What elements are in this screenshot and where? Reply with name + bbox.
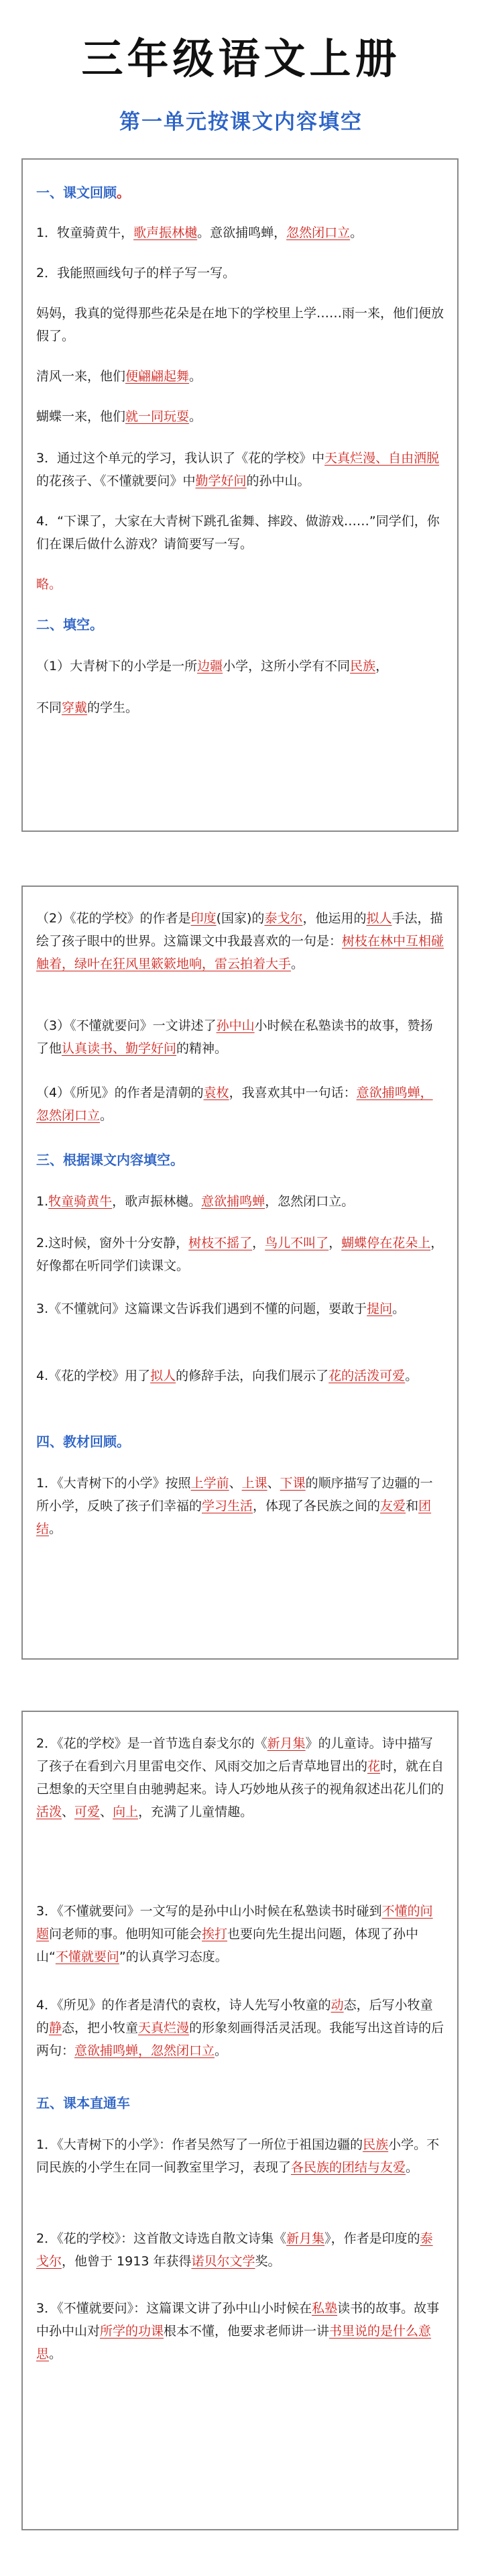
answer: 歌声振林樾 <box>133 225 198 240</box>
answer: 下课 <box>280 1476 306 1491</box>
textbook-review-1: 1．《大青树下的小学》按照上学前、上课、下课的顺序描写了边疆的一所小学，反映了孩子们幸福的学习生活，体现了各民族之间的友爱和团结。 <box>36 1476 433 1536</box>
fill-question-2: （2）《花的学校》的作者是印度(国家)的泰戈尔，他运用的拟人手法，描绘了孩子眼中的世界。这篇课文中我最喜欢的一句是：树枝在林中互相碰触着，绿叶在狂风里簌簌地响，雷云拍着大手。 <box>36 911 444 971</box>
page-title: 三年级语文上册 <box>81 34 401 83</box>
answer: 学习生活 <box>202 1499 253 1513</box>
answer: 花 <box>367 1759 381 1774</box>
question-1: 1．牧童骑黄牛，歌声振林樾。意欲捕鸣蝉，忽然闭口立。 <box>36 225 363 240</box>
answer: 不懂的问题 <box>36 1904 433 1941</box>
answer: 拟人 <box>150 1368 176 1383</box>
answer: 动 <box>330 1998 344 2012</box>
section-heading-review: 一、课文回顾。 <box>36 184 130 201</box>
question-2: 2．我能照画线句子的样子写一写。 <box>36 266 236 280</box>
text-fill-3: 3.《不懂就问》这篇课文告诉我们遇到不懂的问题，要敢于提问。 <box>36 1301 406 1316</box>
textbook-express-3: 3．《不懂就要问》：这篇课文讲了孙中山小时候在私塾读书的故事。故事中孙中山对所学的功课根本不懂，他要求老师讲一讲书里说的是什么意思。 <box>36 2301 440 2361</box>
worksheet-panel-2 <box>21 885 459 1660</box>
section-heading-fill: 二、填空。 <box>36 616 103 633</box>
worksheet-panel-3 <box>21 1711 459 2530</box>
answer: 书里说的是什么意思 <box>36 2324 432 2361</box>
answer: 民族 <box>363 2137 389 2152</box>
question-3: 3．通过这个单元的学习，我认识了《花的学校》中天真烂漫、自由洒脱的花孩子、《不懂就要问》中勤学好问的孙中山。 <box>36 451 440 488</box>
textbook-review-4: 4．《所见》的作者是清代的袁枚，诗人先写小牧童的动态，后写小牧童的静态，把小牧童天真烂漫的形象刻画得活灵活现。我能写出这首诗的后两句：意欲捕鸣蝉，忽然闭口立。 <box>36 1998 444 2058</box>
answer: 鸟儿不叫了 <box>265 1236 329 1250</box>
answer: 泰戈尔 <box>36 2231 433 2269</box>
answer: 树枝在林中互相碰触着，绿叶在狂风里簌簌地响，雷云拍着大手 <box>36 934 444 971</box>
section-heading-text-fill: 三、根据课文内容填空。 <box>36 1152 184 1168</box>
answer: 静 <box>49 2021 62 2035</box>
textbook-review-3: 3．《不懂就要问》一文写的是孙中山小时候在私塾读书时碰到不懂的问题问老师的事。他明知可能会挨打也要向先生提出问题，体现了孙中山“不懂就要问”的认真学习态度。 <box>36 1904 433 1964</box>
answer: 诺贝尔文学 <box>191 2254 255 2269</box>
answer: 挨打 <box>202 1927 228 1941</box>
answer: 可爱 <box>74 1805 101 1819</box>
answer: 天真烂漫 <box>138 2021 190 2035</box>
answer: 活泼 <box>36 1805 62 1819</box>
answer: 所学的功课 <box>100 2324 164 2339</box>
answer: 提问 <box>367 1301 393 1316</box>
answer: 树枝不摇了 <box>188 1236 253 1250</box>
answer: 花的活泼可爱 <box>328 1368 406 1383</box>
answer: 孙中山 <box>216 1018 255 1033</box>
answer: 新月集 <box>286 2231 325 2246</box>
answer: 勤学好问 <box>195 474 247 488</box>
textbook-review-2: 2．《花的学校》是一首节选自泰戈尔的《新月集》的儿童诗。诗中描写了孩子在看到六月里雷电交作、风雨交加之后青草地冒出的花时，就在自己想象的天空里自由驰骋起来。诗人巧妙地从孩子的视角叙述出花儿们的活泼、可爱、向上，充满了儿童情趣。 <box>36 1736 444 1819</box>
answer: 不懂就要问 <box>55 1949 119 1964</box>
answer: 认真读书、勤学好问 <box>62 1041 177 1056</box>
fill-question-4: （4）《所见》的作者是清朝的袁枚，我喜欢其中一句话：意欲捕鸣蝉，忽然闭口立。 <box>36 1085 433 1123</box>
answer: 就一同玩耍 <box>125 409 190 424</box>
fill-question-1-cont: 不同穿戴的学生。 <box>36 700 139 715</box>
worksheet-panel-1 <box>21 158 459 832</box>
answer: 上学前 <box>190 1476 229 1491</box>
question-2-line-1: 清风一来，他们便翩翩起舞。 <box>36 369 202 384</box>
text-fill-1: 1.牧童骑黄牛，歌声振林樾。意欲捕鸣蝉，忽然闭口立。 <box>36 1194 355 1209</box>
answer: 拟人 <box>366 911 392 926</box>
answer: 蝴蝶停在花朵上 <box>341 1236 431 1250</box>
answer: 友爱 <box>380 1499 406 1513</box>
answer: 意欲捕鸣蝉，忽然闭口立 <box>36 1085 433 1123</box>
answer: 忽然闭口立 <box>286 225 351 240</box>
answer: 各民族的团结与友爱 <box>291 2160 406 2175</box>
page-subtitle: 第一单元按课文内容填空 <box>119 110 363 134</box>
answer: 边疆 <box>197 659 223 674</box>
answer: 意欲捕鸣蝉 <box>201 1194 265 1209</box>
answer: 牧童骑黄牛 <box>48 1194 113 1209</box>
answer: 便翩翩起舞 <box>125 369 190 384</box>
fill-question-3: （3）《不懂就要问》一文讲述了孙中山小时候在私塾读书的故事，赞扬了他认真读书、勤学好问的精神。 <box>36 1018 433 1056</box>
textbook-express-1: 1．《大青树下的小学》：作者吴然写了一所位于祖国边疆的民族小学。不同民族的小学生在同一间教室里学习，表现了各民族的团结与友爱。 <box>36 2137 440 2175</box>
answer: 意欲捕鸣蝉，忽然闭口立 <box>74 2043 215 2058</box>
answer: 天真烂漫、自由洒脱 <box>324 451 440 466</box>
text-fill-2: 2.这时候，窗外十分安静，树枝不摇了，鸟儿不叫了，蝴蝶停在花朵上，好像都在听同学们读课文。 <box>36 1236 444 1273</box>
answer: 向上 <box>113 1805 139 1819</box>
answer: 印度 <box>190 911 217 926</box>
answer: 团结 <box>36 1499 432 1536</box>
answer: 民族 <box>350 659 376 674</box>
answer: 新月集 <box>267 1736 306 1751</box>
answer: 泰戈尔 <box>264 911 303 926</box>
fill-question-1: （1）大青树下的小学是一所边疆小学，这所小学有不同民族， <box>36 659 389 674</box>
answer: 私塾 <box>312 2301 338 2316</box>
question-2-line-2: 蝴蝶一来，他们就一同玩耍。 <box>36 409 202 424</box>
question-4: 4．“下课了，大家在大青树下跳孔雀舞、摔跤、做游戏……”同学们，你们在课后做什么游戏？请简要写一写。 <box>36 514 440 551</box>
text-fill-4: 4.《花的学校》用了拟人的修辞手法，向我们展示了花的活泼可爱。 <box>36 1368 418 1383</box>
section-heading-textbook-review: 四、教材回顾。 <box>36 1434 130 1450</box>
answer: 上课 <box>241 1476 267 1491</box>
textbook-express-2: 2．《花的学校》：这首散文诗选自散文诗集《新月集》，作者是印度的泰戈尔，他曾于 1913 年获得诺贝尔文学奖。 <box>36 2231 433 2269</box>
answer: 袁枚 <box>203 1085 229 1100</box>
section-heading-textbook-express: 五、课本直通车 <box>36 2095 130 2111</box>
example-sentence: 妈妈，我真的觉得那些花朵是在地下的学校里上学……雨一来，他们便放假了。 <box>36 306 444 343</box>
answer-omitted: 略。 <box>36 577 62 592</box>
answer: 穿戴 <box>62 700 88 715</box>
